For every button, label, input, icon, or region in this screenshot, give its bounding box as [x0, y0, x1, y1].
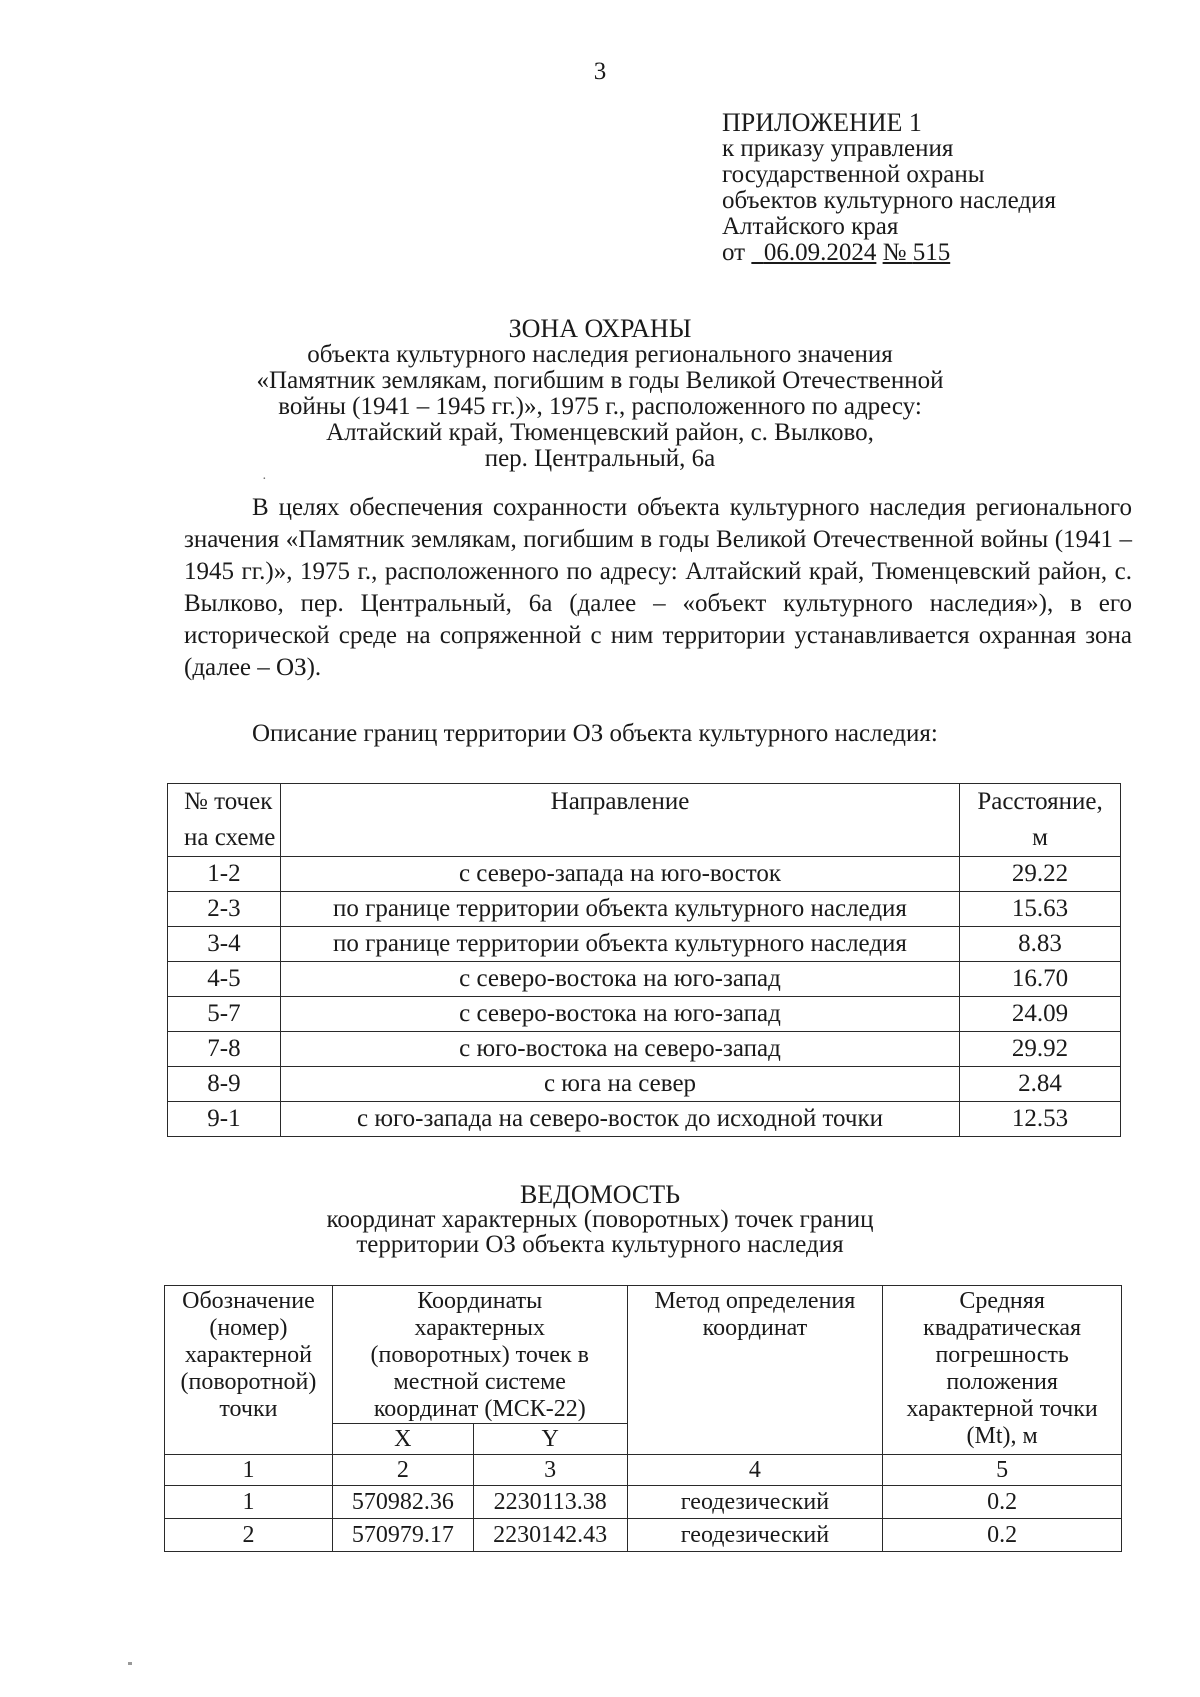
zone-title-line: объекта культурного наследия регионального значения [307, 341, 893, 368]
table-row [168, 857, 1121, 892]
cell-error: 0.2 [883, 1486, 1122, 1519]
coordinates-table [164, 1285, 1122, 1552]
scan-mark [128, 1662, 132, 1665]
appendix-date-line [722, 240, 1056, 266]
cell-points: 5-7 [168, 997, 281, 1032]
cell-points: 9-1 [168, 1102, 281, 1137]
cell-points: 7-8 [168, 1032, 281, 1067]
zone-title-main: ЗОНА ОХРАНЫ [508, 314, 692, 343]
cell-distance: 2.84 [960, 1067, 1121, 1102]
header-method: Метод определения координат [627, 1286, 883, 1455]
appendix-heading: ПРИЛОЖЕНИЕ 1 [722, 108, 922, 137]
table-row [165, 1519, 1122, 1552]
cell-point: 2 [165, 1519, 333, 1552]
cell-x: 570979.17 [332, 1519, 473, 1552]
boundary-table [167, 783, 1121, 1137]
cell-distance: 29.92 [960, 1032, 1121, 1067]
cell-method: геодезический [627, 1519, 883, 1552]
cell-points: 8-9 [168, 1067, 281, 1102]
cell-direction: с юго-запада на северо-восток до исходной точки [280, 1102, 959, 1137]
cell-points: 3-4 [168, 927, 281, 962]
header-direction: Направление [280, 784, 959, 857]
zone-title-line: войны (1941 – 1945 гг.)», 1975 г., расположенного по адресу: [278, 393, 922, 420]
date-prefix: от [722, 239, 746, 266]
table-header-row [165, 1286, 1122, 1424]
cell-direction: с северо-запада на юго-восток [280, 857, 959, 892]
table-row [168, 962, 1121, 997]
table-row [168, 892, 1121, 927]
zone-title-line: «Памятник землякам, погибшим в годы Великой Отечественной [256, 367, 944, 394]
cell-error: 0.2 [883, 1519, 1122, 1552]
appendix-line: к приказу управления [722, 135, 954, 162]
vedomost-title-line: территории ОЗ объекта культурного наследия [356, 1231, 844, 1258]
cell-x: 570982.36 [332, 1486, 473, 1519]
column-number-row [165, 1455, 1122, 1486]
cell-points: 4-5 [168, 962, 281, 997]
header-coordinates: Координаты характерных (поворотных) точек в местной системе координат (МСК-22) [332, 1286, 627, 1424]
table-row [168, 1067, 1121, 1102]
table1-caption: Описание границ территории ОЗ объекта культурного наследия: [252, 720, 938, 747]
appendix-block [722, 110, 1056, 266]
header-x: X [332, 1424, 473, 1455]
header-designation: Обозначение (номер) характерной (поворотной) точки [165, 1286, 333, 1455]
appendix-line: объектов культурного наследия [722, 187, 1056, 214]
column-number: 5 [883, 1455, 1122, 1486]
cell-direction: по границе территории объекта культурного наследия [280, 892, 959, 927]
page-number: 3 [593, 58, 607, 85]
zone-title [0, 316, 1200, 472]
table-row [168, 927, 1121, 962]
table-row [168, 997, 1121, 1032]
scan-dot: · [262, 472, 267, 487]
appendix-line: государственной охраны [722, 161, 985, 188]
cell-method: геодезический [627, 1486, 883, 1519]
vedomost-title-main: ВЕДОМОСТЬ [519, 1180, 681, 1209]
cell-y: 2230113.38 [473, 1486, 627, 1519]
cell-distance: 29.22 [960, 857, 1121, 892]
vedomost-title-line: координат характерных (поворотных) точек границ [326, 1206, 874, 1233]
cell-direction: с северо-востока на юго-запад [280, 997, 959, 1032]
order-date: 06.09.2024 [763, 239, 877, 266]
cell-direction: по границе территории объекта культурного наследия [280, 927, 959, 962]
header-distance: Расстояние, м [960, 784, 1121, 857]
cell-direction: с юго-востока на северо-запад [280, 1032, 959, 1067]
table-row [168, 1102, 1121, 1137]
cell-distance: 24.09 [960, 997, 1121, 1032]
cell-distance: 8.83 [960, 927, 1121, 962]
header-points: № точек на схеме [168, 784, 281, 857]
header-y: Y [473, 1424, 627, 1455]
table-row [168, 1032, 1121, 1067]
table-row [165, 1486, 1122, 1519]
cell-points: 1-2 [168, 857, 281, 892]
column-number: 2 [332, 1455, 473, 1486]
appendix-line: Алтайского края [722, 213, 899, 240]
column-number: 3 [473, 1455, 627, 1486]
cell-points: 2-3 [168, 892, 281, 927]
header-error: Средняя квадратическая погрешность положения характерной точки (Mt), м [883, 1286, 1122, 1455]
table-header-row [168, 784, 1121, 857]
cell-point: 1 [165, 1486, 333, 1519]
cell-y: 2230142.43 [473, 1519, 627, 1552]
intro-paragraph: В целях обеспечения сохранности объекта культурного наследия регионального значения «Памятник землякам, погибшим в годы Великой Отечественной войны (1941 – 1945 гг.)», 1975 г., расположенного по адресу: Алтайский край, Тюменцевский район, с. Вылково, пер. Центральный, 6а (далее – «объект культурного наследия»), в его исторической среде на сопряженной с ним территории устанавливается охранная зона (далее – ОЗ). [184, 494, 1132, 681]
cell-distance: 15.63 [960, 892, 1121, 927]
cell-direction: с юга на север [280, 1067, 959, 1102]
order-number: № 515 [882, 239, 951, 266]
vedomost-title [0, 1182, 1200, 1257]
column-number: 4 [627, 1455, 883, 1486]
column-number: 1 [165, 1455, 333, 1486]
cell-direction: с северо-востока на юго-запад [280, 962, 959, 997]
zone-title-line: Алтайский край, Тюменцевский район, с. Вылково, [326, 419, 874, 446]
cell-distance: 16.70 [960, 962, 1121, 997]
zone-title-line: пер. Центральный, 6а [484, 445, 716, 472]
cell-distance: 12.53 [960, 1102, 1121, 1137]
